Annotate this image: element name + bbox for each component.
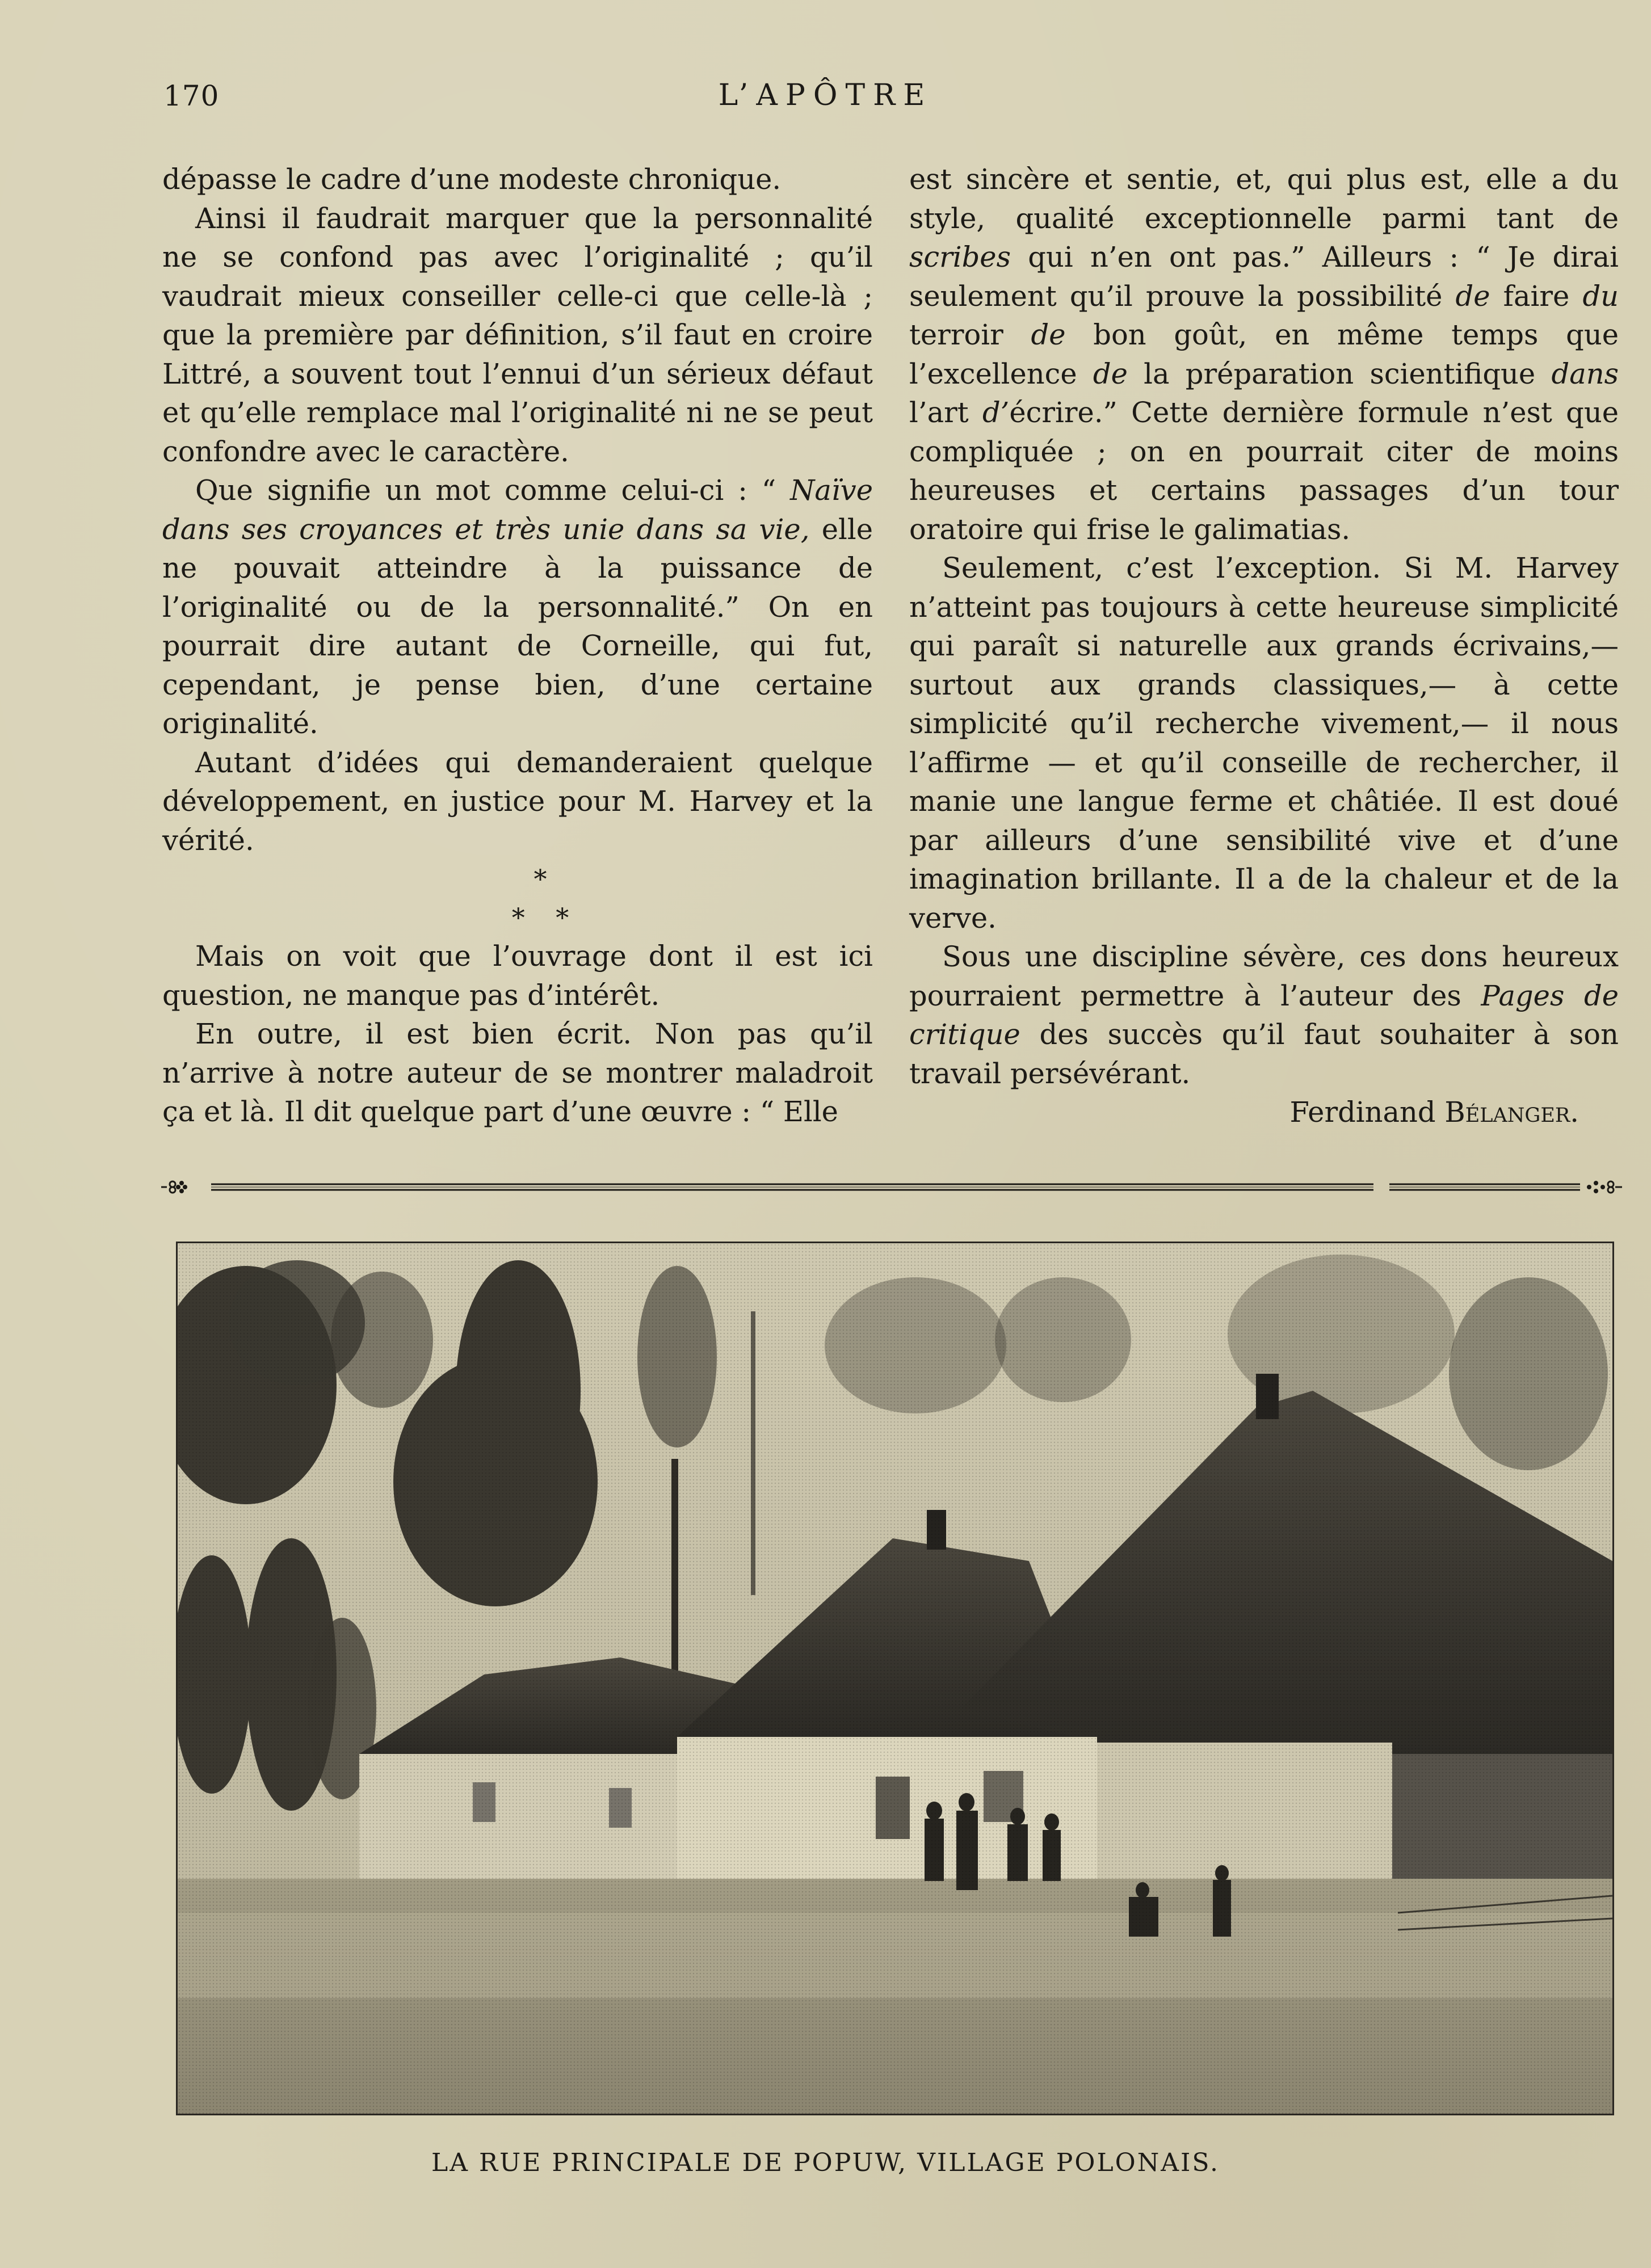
asterism-bottom: * * xyxy=(511,902,569,933)
italic-word: de xyxy=(1093,357,1128,390)
text-run: est sincère et sentie, et, qui plus est, elle a du style, qualité exceptionnelle parmi tant de xyxy=(909,163,1619,235)
text-run: écrire.” Cette dernière formule n’est que compliquée ; on en pourrait citer de moins heureuses et certains passages d’un tour oratoire qui frise le galimatias. xyxy=(909,396,1619,546)
photo-caption: LA RUE PRINCIPALE DE POPUW, VILLAGE POLONAIS. xyxy=(431,2148,1220,2177)
text-run: faire xyxy=(1490,279,1583,313)
text-run: elle ne pouvait atteindre à la puissance de l’originalité ou de la personnalité.” On en pourrait dire autant de Corneille, qui fut, cependant, je pense bien, d’une certaine originalité. xyxy=(162,512,873,740)
text-run: l’art xyxy=(909,396,982,429)
running-title: L’APÔTRE xyxy=(718,78,933,112)
left-double-rule xyxy=(211,1184,1373,1190)
right-double-rule xyxy=(1389,1184,1580,1190)
italic-word: de xyxy=(1031,318,1066,351)
text-run: des succès qu’il faut souhaiter à son travail persévérant. xyxy=(909,1018,1619,1090)
italic-word: de xyxy=(1455,279,1490,313)
italic-title: Pages de critique xyxy=(909,979,1619,1051)
text-run: bon goût, en même temps que l’excellence xyxy=(909,318,1619,390)
paragraph xyxy=(909,937,1619,1093)
paragraph: Seulement, c’est l’exception. Si M. Harvey n’atteint pas toujours à cette heureuse simplicité qui paraît si naturelle aux grands écrivains,— surtout aux grands classiques,— à cette simplicité qu’il recherche vivement,— il nous l’affirme — et qu’il conseille de rechercher, il manie une langue ferme et châtiée. Il est doué par ailleurs d’une sensibilité vive et d’une imagination brillante. Il a de la chaleur et de la verve. xyxy=(909,552,1619,935)
paragraph: En outre, il est bien écrit. Non pas qu’il n’arrive à notre auteur de se montrer maladroit ça et là. Il dit quelque part d’une œuvre : “ Elle xyxy=(162,1017,873,1128)
paragraph: Ainsi il faudrait marquer que la personnalité ne se confond pas avec l’originalité ; qu’il vaudrait mieux conseiller celle-ci que celle-là ; que la première par définition, s’il faut en croire Littré, a souvent tout l’ennui d’un sérieux défaut et qu’elle remplace mal l’originalité ni ne se peut confondre avec le caractère. xyxy=(162,201,873,468)
italic-word: dans xyxy=(1551,357,1619,390)
paragraph xyxy=(162,471,873,743)
asterism-top: * xyxy=(533,864,547,894)
text-run: Que signifie un mot comme celui-ci : “ xyxy=(195,474,791,507)
italic-word: du xyxy=(1582,279,1619,313)
paragraph: Mais on voit que l’ouvrage dont il est ici question, ne manque pas d’intérêt. xyxy=(162,940,873,1012)
village-photograph xyxy=(176,1242,1614,2115)
paragraph: dépasse le cadre d’une modeste chronique. xyxy=(162,163,782,196)
italic-word: d’ xyxy=(982,396,1010,429)
page-number: 170 xyxy=(163,79,220,112)
italic-quote: Naïve dans ses croyances et très unie dans sa vie, xyxy=(162,474,873,546)
paragraph xyxy=(909,160,1619,549)
text-run: terroir xyxy=(909,318,1031,351)
italic-word: scribes xyxy=(909,241,1011,273)
text-run: Sous une discipline sévère, ces dons heureux pourraient permettre à l’auteur des xyxy=(909,940,1619,1012)
paragraph: Autant d’idées qui demanderaient quelque développement, en justice pour M. Harvey et la vérité. xyxy=(162,746,873,857)
signature-last-name: Bélanger. xyxy=(1444,1096,1579,1129)
signature xyxy=(909,1093,1619,1132)
right-column xyxy=(909,160,1619,1132)
left-fleuron-icon xyxy=(161,1181,187,1193)
text-run: la préparation scientifique xyxy=(1127,357,1552,390)
text-run: qui n’en ont pas.” Ailleurs : “ Je dirai seulement qu’il prouve la possibilité xyxy=(909,241,1619,313)
left-column xyxy=(162,160,873,1131)
ornamental-rule xyxy=(161,1172,1623,1201)
right-fleuron-icon xyxy=(1587,1181,1622,1193)
signature-first-name: Ferdinand xyxy=(1289,1096,1445,1129)
